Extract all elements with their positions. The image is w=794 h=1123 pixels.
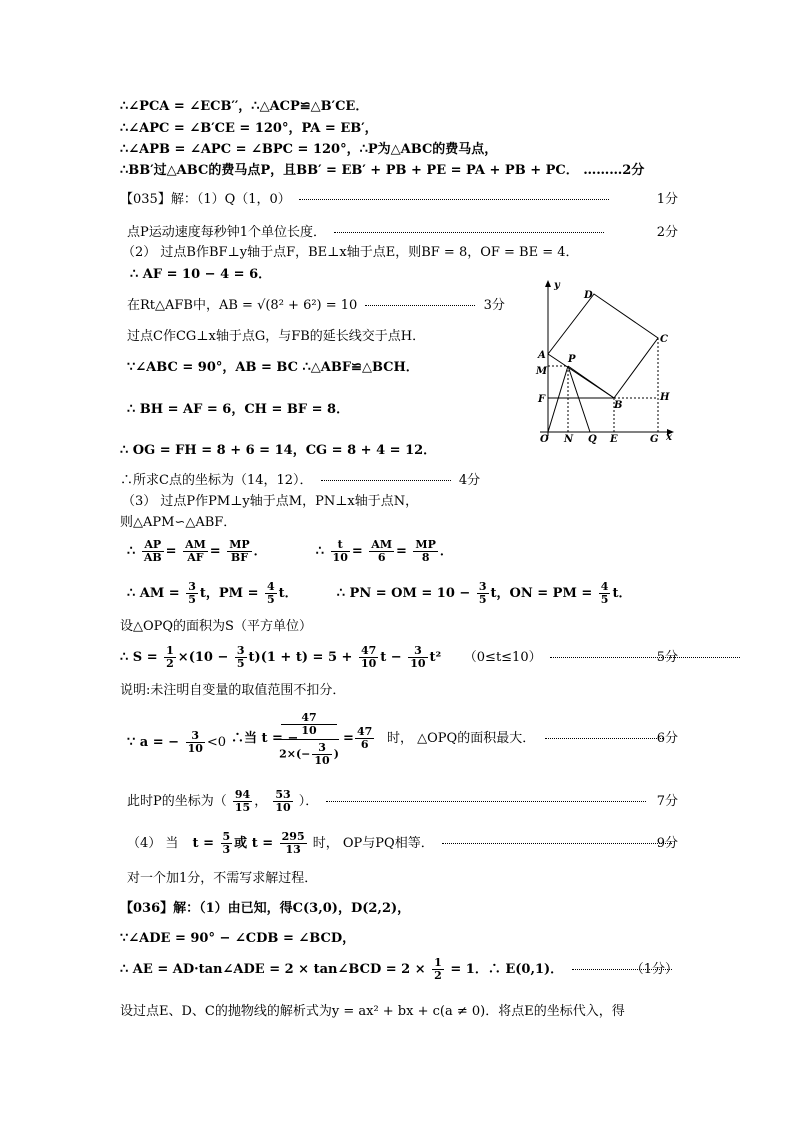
square-abcd — [548, 294, 658, 398]
label-a: A — [538, 350, 546, 361]
label-d: D — [584, 290, 593, 301]
similar-line: 则△APM∽△ABF． — [120, 515, 237, 530]
max-area-line: ∵ a = − $\frac{3}{10}$ <0 ∴当 t = − 47 10 2×(− $\frac{3}{10}$ ) = $\frac{47}{6}$ 时， △OPQ的面积最大． 6分 — [127, 711, 678, 767]
label-q: Q — [588, 434, 597, 444]
part4-line: （4） 当 t = $\frac{5}{3}$ 或 t = $\frac{295}{13}$ 时， OP与PQ相等． 9分 — [127, 830, 678, 856]
y-axis-arrow — [545, 280, 551, 287]
leader-dots — [321, 480, 451, 481]
frac-t-10: $\frac{t}{10}$ — [332, 538, 348, 564]
part2-line: （2） 过点B作BF⊥y轴于点F，BE⊥x轴于点E，则BF = 8，OF = BE = 4． — [122, 245, 579, 260]
label-p: P — [568, 354, 576, 365]
cg-line: 过点C作CG⊥x轴于点G，与FB的延长线交于点H． — [127, 329, 426, 344]
proof-line-4-text: ∴BB′过△ABC的费马点P，且BB′ = EB′ + PB + PE = PA + PB + PC． — [120, 163, 579, 178]
label-n: N — [564, 434, 574, 444]
label-c: C — [660, 334, 668, 345]
score-4: 4分 — [458, 473, 481, 488]
frac-am-6: $\frac{AM}{6}$ — [371, 538, 392, 564]
segment-pq — [568, 366, 590, 432]
am-pn-line: ∴ AM = $\frac{3}{5}$ t，PM = $\frac{4}{5}$ t． ∴ PN = OM = 10 − $\frac{3}{5}$ t，ON = PM = $\frac{4}{5}$ t． — [127, 580, 632, 606]
segment-op — [548, 366, 568, 432]
label-x: x — [666, 432, 672, 443]
frac-am-af: $\frac{AM}{AF}$ — [185, 538, 206, 564]
frac-mp-8: $\frac{MP}{8}$ — [415, 538, 436, 564]
bh-line: ∴ BH = AF = 6，CH = BF = 8． — [127, 402, 350, 417]
leader-dots — [326, 801, 646, 802]
congruent-line: ∵∠ABC = 90°，AB = BC ∴△ABF≌△BCH． — [127, 360, 419, 375]
proof-line-3: ∴∠APB = ∠APC = ∠BPC = 120°，∴P为△ABC的费马点， — [120, 142, 498, 157]
label-h: H — [660, 392, 670, 403]
score-2b: 2分 — [656, 225, 678, 240]
answer-q1: 【035】解：（1）Q（1，0） — [120, 192, 291, 207]
ratio-line: ∴ $\frac{AP}{AB}$ = $\frac{AM}{AF}$ = $\frac{MP}{BF}$ ． ∴ $\frac{t}{10}$ = $\frac{AM}{6}$ = $\frac{MP}{8}$ ． — [127, 538, 453, 564]
label-f: F — [538, 394, 546, 405]
max-area-text: 时， △OPQ的面积最大． — [387, 731, 536, 746]
label-b: B — [614, 400, 623, 411]
label-y: y — [554, 280, 560, 291]
leader-dots — [334, 232, 604, 233]
af-line: ∴ AF = 10 − 4 = 6． — [130, 267, 272, 282]
score-6: 6分 — [656, 731, 678, 746]
label-e: E — [610, 434, 618, 444]
speed-text: 点P运动速度每秒钟1个单位长度． — [127, 225, 327, 240]
proof-line-2: ∴∠APC = ∠B′CE = 120°，PA = EB′， — [120, 121, 378, 136]
score-3: 3分 — [483, 298, 505, 313]
speed-line — [127, 224, 678, 242]
frac-mp-bf: $\frac{MP}{BF}$ — [229, 538, 250, 564]
leader-dots — [545, 738, 663, 739]
label-g: G — [650, 434, 659, 444]
score-1: 1分 — [656, 192, 678, 207]
frac-ap-ab: $\frac{AP}{AB}$ — [143, 538, 162, 564]
area-formula-line: ∴ S = $\frac{1}{2}$ ×(10 − $\frac{3}{5}$ t)(1 + t) = 5 + $\frac{47}{10}$ t − $\frac{3}{10}$ t² （0≤t≤10） 5分 — [120, 644, 678, 672]
score-9: 9分 — [656, 836, 678, 851]
segment-pb — [568, 366, 614, 398]
proof-line-4 — [120, 162, 644, 180]
geometry-figure — [530, 278, 678, 444]
p-coord-line: 此时P的坐标为（ $\frac{94}{15}$ ， $\frac{53}{10}$ ）． 7分 — [127, 788, 678, 814]
frac-3-5: $\frac{3}{5}$ — [188, 580, 196, 606]
c-coord-line — [120, 472, 480, 490]
frac-4-5: $\frac{4}{5}$ — [267, 580, 275, 606]
leader-dots — [299, 199, 609, 200]
label-o: O — [540, 434, 549, 444]
therefore: ∴ — [315, 544, 325, 559]
proof-line-1: ∴∠PCA = ∠ECB′′，∴△ACP≌△B′CE． — [120, 99, 369, 114]
ab-line — [127, 297, 505, 315]
label-m: M — [536, 366, 548, 377]
score-7: 7分 — [656, 794, 678, 809]
therefore: ∴ — [127, 544, 136, 559]
problem-036-header: 【036】解：（1）由已知，得C(3,0)，D(2,2)， — [120, 901, 411, 916]
c-coord-text: ∴所求C点的坐标为（14，12）． — [120, 473, 313, 488]
angle-line: ∵∠ADE = 90° − ∠CDB = ∠BCD， — [120, 931, 356, 946]
ae-line: ∴ AE = AD·tan∠ADE = 2 × tan∠BCD = 2 × $\frac{1}{2}$ = 1．∴ E(0,1)． （1分） — [120, 956, 678, 982]
leader-dots — [442, 843, 672, 844]
domain-range: （0≤t≤10） — [463, 650, 542, 665]
area-def-line: 设△OPQ的面积为S（平方单位） — [120, 619, 312, 634]
leader-dots — [550, 657, 740, 658]
frac-4-5: $\frac{4}{5}$ — [600, 580, 609, 606]
ab-text: 在Rt△AFB中，AB = √(8² + 6²) = 10 — [127, 298, 358, 313]
og-line: ∴ OG = FH = 8 + 6 = 14，CG = 8 + 4 = 12． — [120, 443, 437, 458]
part3-line: （3） 过点P作PM⊥y轴于点M，PN⊥x轴于点N， — [122, 494, 419, 509]
score-5: 5分 — [656, 650, 678, 665]
note-line: 说明:未注明自变量的取值范围不扣分． — [120, 683, 346, 698]
max-t-fraction: 47 10 2×(− $\frac{3}{10}$ ) — [279, 711, 339, 767]
parabola-line: 设过点E、D、C的抛物线的解析式为y = ax² + bx + c(a ≠ 0)．将点E的坐标代入，得 — [120, 1004, 625, 1019]
score-2: ………2分 — [583, 163, 645, 178]
score-1b: （1分） — [630, 962, 678, 977]
frac-3-5: $\frac{3}{5}$ — [478, 580, 487, 606]
note2-line: 对一个加1分，不需写求解过程． — [127, 871, 318, 886]
leader-dots — [365, 305, 475, 306]
problem-035-header — [120, 191, 678, 209]
